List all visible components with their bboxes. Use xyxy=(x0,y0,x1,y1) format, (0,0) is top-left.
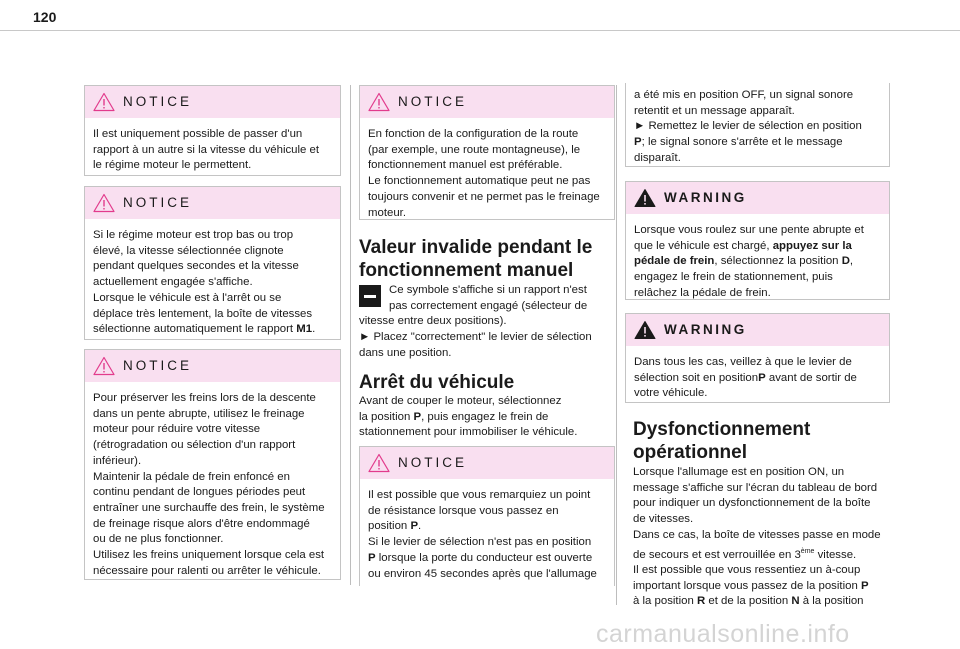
heading-line: Valeur invalide pendant le xyxy=(359,237,593,258)
text-line: disparaît. xyxy=(634,151,681,164)
text-line: P; le signal sonore s'arrête et le message xyxy=(634,136,843,149)
warning-box-steep-slope xyxy=(625,181,890,300)
text-line: Lorsque le véhicule est à l'arrêt ou se xyxy=(93,291,282,304)
warning-box-before-exit xyxy=(625,313,890,403)
text-line: Avant de couper le moteur, sélectionnez xyxy=(359,395,562,407)
notice-text xyxy=(360,479,614,590)
text-line: P lorsque la porte du conducteur est ouverte xyxy=(368,551,593,564)
text-line: Ce symbole s'affiche si un rapport n'est xyxy=(389,284,587,296)
text-line: de résistance lorsque vous passez en xyxy=(368,504,559,517)
page-number: 120 xyxy=(33,9,57,25)
text-line: que le véhicule est chargé, appuyez sur la xyxy=(634,239,852,252)
text-line: sélectionne automatiquement le rapport M1. xyxy=(93,323,316,336)
warning-triangle-filled-icon xyxy=(634,188,656,208)
text-line: (rétrogradation ou sélection d'un rapport xyxy=(93,439,296,452)
section-heading-invalid-value xyxy=(359,236,592,282)
text-line: entraîner une surchauffe des frein, le système xyxy=(93,501,325,514)
notice-text xyxy=(626,83,889,175)
text-line: ► Placez "correctement" le levier de sélection xyxy=(359,331,592,344)
notice-text xyxy=(360,118,614,229)
notice-box-resistance-point xyxy=(359,446,615,586)
text-line: continu pendant de longues périodes peut xyxy=(93,486,306,499)
notice-header xyxy=(85,187,340,219)
text-line: retentit et un message apparaît. xyxy=(634,104,795,117)
warning-text xyxy=(626,214,889,310)
text-line: élevé, la vitesse sélectionnée clignote xyxy=(93,244,284,257)
text-line: le régime moteur le permettent. xyxy=(93,159,252,172)
text-line: a été mis en position OFF, un signal sonore xyxy=(634,89,854,101)
text-line: dans un pente abrupte, utilisez le freinage xyxy=(93,407,305,420)
text-line: sélection soit en positionP avant de sortir de xyxy=(634,371,857,384)
top-rule xyxy=(0,30,960,31)
text-line: pour indiquer un dysfonctionnement de la boîte xyxy=(633,497,871,510)
warning-title: WARNING xyxy=(664,190,747,205)
text-line: toujours convenir et ne permet pas le freinage xyxy=(368,190,600,203)
text-line: (par exemple, une route montagneuse), le xyxy=(368,143,581,156)
text-line: votre véhicule. xyxy=(634,387,708,400)
notice-title: NOTICE xyxy=(398,94,468,109)
text-line: message s'affiche sur l'écran du tableau de bord xyxy=(633,481,878,494)
text-line: stationnement pour immobiliser le véhicule. xyxy=(359,426,578,439)
text-line: moteur pour réduire votre vitesse xyxy=(93,423,261,436)
text-line: ou environ 45 secondes après que l'allumage xyxy=(368,567,597,580)
text-line: vitesse entre deux positions). xyxy=(359,315,507,328)
text-line: rapport à un autre si la vitesse du véhicule et xyxy=(93,143,320,156)
warning-triangle-outline-icon xyxy=(93,356,115,376)
notice-title: NOTICE xyxy=(123,195,193,210)
column-divider-1 xyxy=(350,85,351,585)
text-line: moteur. xyxy=(368,206,406,219)
notice-header xyxy=(85,350,340,382)
text-line: de vitesses. xyxy=(633,513,694,526)
notice-box-engine-braking xyxy=(84,349,341,580)
column-divider-2 xyxy=(616,85,617,605)
malfunction-text xyxy=(633,465,898,610)
notice-header xyxy=(360,447,614,479)
text-line: Dans ce cas, la boîte de vitesses passe en mode xyxy=(633,528,881,541)
text-line: important lorsque vous passez de la position P xyxy=(633,579,869,592)
notice-text xyxy=(85,118,340,182)
invalid-value-text xyxy=(359,283,609,362)
text-line: relâchez la pédale de frein. xyxy=(634,286,771,299)
notice-title: NOTICE xyxy=(123,94,193,109)
warning-triangle-filled-icon xyxy=(634,320,656,340)
warning-title: WARNING xyxy=(664,322,747,337)
text-line: fonctionnement manuel est préférable. xyxy=(368,159,563,172)
text-line: de freinage risque alors d'être endommagé xyxy=(93,517,310,530)
text-line: Le fonctionnement automatique peut ne pas xyxy=(368,175,591,188)
text-line: Il est possible que vous remarquiez un point xyxy=(368,489,591,501)
notice-box-continued xyxy=(625,83,890,167)
notice-text xyxy=(85,382,340,587)
heading-line: fonctionnement manuel xyxy=(359,260,574,281)
text-line: ► Remettez le levier de sélection en position xyxy=(634,120,862,133)
text-line: la position P, puis engagez le frein de xyxy=(359,410,549,423)
text-line: dans une position. xyxy=(359,346,452,359)
warning-triangle-outline-icon xyxy=(93,193,115,213)
text-line: de secours et est verrouillée en 3ème vitesse. xyxy=(633,547,857,561)
warning-triangle-outline-icon xyxy=(368,453,390,473)
text-line: Il est possible que vous ressentiez un à-coup xyxy=(633,564,861,577)
text-line: pendant quelques secondes et la vitesse xyxy=(93,260,299,273)
text-line: pas correctement engagé (sélecteur de xyxy=(389,299,588,312)
notice-text xyxy=(85,219,340,346)
text-line: Lorsque vous roulez sur une pente abrupte et xyxy=(634,224,864,236)
warning-triangle-outline-icon xyxy=(368,92,390,112)
text-line: actuellement engagée s'affiche. xyxy=(93,276,253,289)
notice-title: NOTICE xyxy=(123,358,193,373)
section-heading-malfunction xyxy=(633,418,810,464)
notice-header xyxy=(360,86,614,118)
watermark: carmanualsonline.info xyxy=(596,620,850,648)
text-line: pédale de frein, sélectionnez la position D, xyxy=(634,255,854,268)
notice-box-engine-speed xyxy=(84,186,341,340)
heading-line: opérationnel xyxy=(633,442,748,463)
warning-text xyxy=(626,346,889,410)
warning-triangle-outline-icon xyxy=(93,92,115,112)
text-line: Dans tous les cas, veillez à que le levier de xyxy=(634,356,852,368)
text-line: Maintenir la pédale de frein enfoncé en xyxy=(93,470,290,483)
text-line: Il est uniquement possible de passer d'un xyxy=(93,128,303,140)
notice-box-gear-change xyxy=(84,85,341,176)
warning-header xyxy=(626,182,889,214)
text-line: position P. xyxy=(368,520,422,533)
warning-header xyxy=(626,314,889,346)
text-line: Lorsque l'allumage est en position ON, un xyxy=(633,466,845,478)
text-line: Utilisez les freins uniquement lorsque cela est xyxy=(93,549,325,562)
text-line: nécessaire pour ralenti ou arrêter le véhicule. xyxy=(93,564,321,577)
notice-box-road-configuration xyxy=(359,85,615,220)
section-heading-vehicle-stop: Arrêt du véhicule xyxy=(359,372,515,393)
text-line: En fonction de la configuration de la route xyxy=(368,128,579,140)
gear-invalid-symbol-icon xyxy=(359,285,381,307)
text-line: engagez le frein de stationnement, puis xyxy=(634,271,833,284)
text-line: ou de ne plus fonctionner. xyxy=(93,533,224,546)
notice-header xyxy=(85,86,340,118)
notice-title: NOTICE xyxy=(398,455,468,470)
text-line: Si le régime moteur est trop bas ou trop xyxy=(93,229,294,241)
heading-line: Dysfonctionnement xyxy=(633,419,811,440)
text-line: à la position R et de la position N à la position xyxy=(633,595,864,608)
vehicle-stop-text xyxy=(359,394,609,441)
text-line: Si le levier de sélection n'est pas en position xyxy=(368,536,592,549)
text-line: inférieur). xyxy=(93,454,142,467)
text-line: Pour préserver les freins lors de la descente xyxy=(93,392,316,404)
text-line: déplace très lentement, la boîte de vitesses xyxy=(93,307,313,320)
